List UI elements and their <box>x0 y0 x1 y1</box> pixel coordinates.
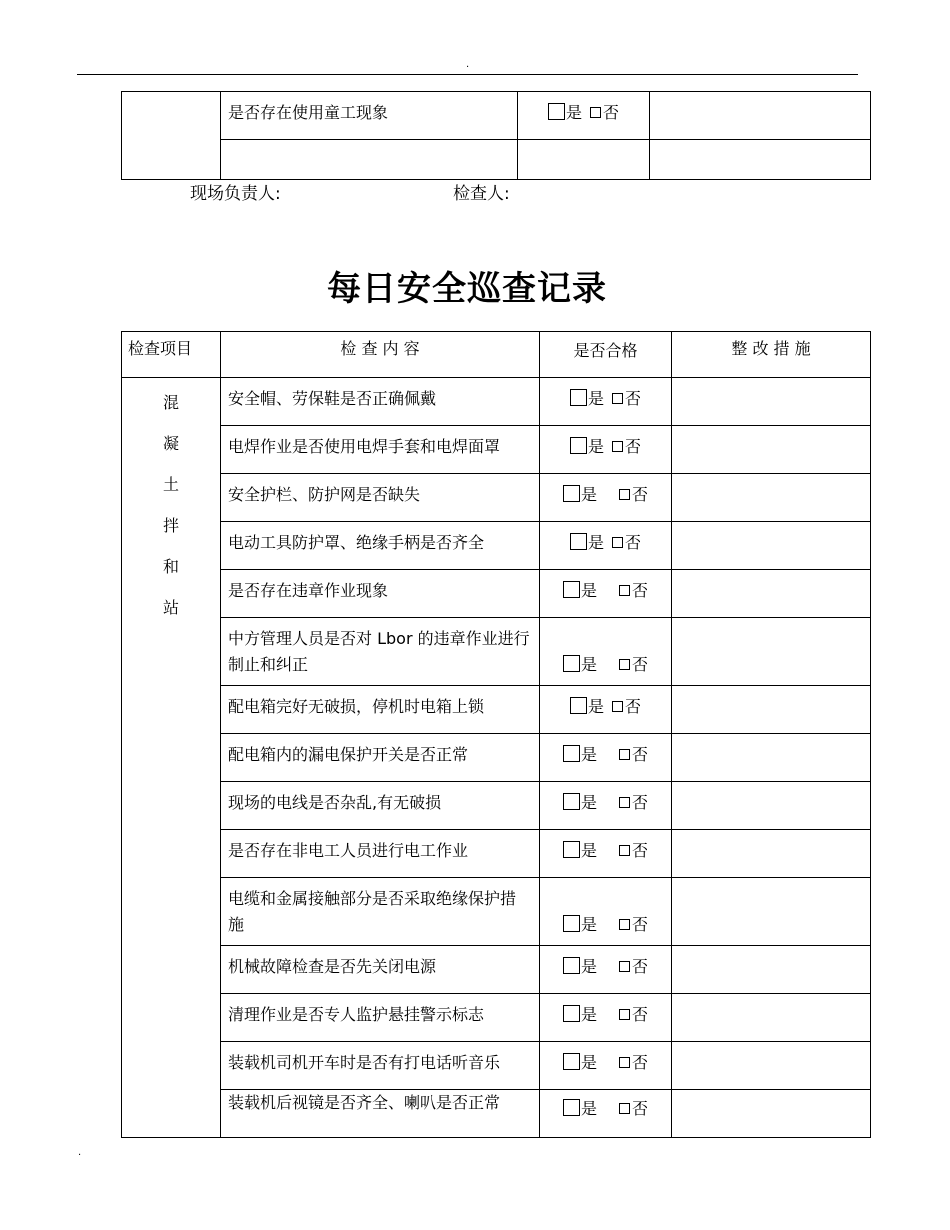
check-content: 电焊作业是否使用电焊手套和电焊面罩 <box>221 426 540 474</box>
no-checkbox[interactable] <box>612 393 623 404</box>
yes-no-choice <box>540 946 672 994</box>
yes-checkbox[interactable] <box>563 793 580 810</box>
no-checkbox[interactable] <box>612 537 623 548</box>
no-label: 否 <box>632 1099 649 1118</box>
no-checkbox[interactable] <box>619 1057 630 1068</box>
yes-label: 是 <box>587 533 604 552</box>
no-label: 否 <box>625 533 642 552</box>
yes-checkbox[interactable] <box>563 957 580 974</box>
yes-no-choice <box>540 734 672 782</box>
check-content: 电缆和金属接触部分是否采取绝缘保护措施 <box>221 878 540 946</box>
header-content: 检 查 内 容 <box>221 332 540 378</box>
table-row <box>122 994 871 1042</box>
yes-label: 是 <box>580 957 597 976</box>
table-row <box>122 618 871 686</box>
yes-checkbox[interactable] <box>563 841 580 858</box>
no-checkbox[interactable] <box>590 107 601 118</box>
yes-label: 是 <box>587 389 604 408</box>
yes-label: 是 <box>580 1005 597 1024</box>
yes-no-choice <box>540 618 672 686</box>
inspector-label: 检查人: <box>453 184 510 204</box>
check-content: 装载机司机开车时是否有打电话听音乐 <box>221 1042 540 1090</box>
no-label: 否 <box>632 841 649 860</box>
header-rectify: 整 改 措 施 <box>672 332 871 378</box>
yes-no-choice <box>540 522 672 570</box>
no-checkbox[interactable] <box>619 749 630 760</box>
yes-label: 是 <box>580 915 597 934</box>
no-label: 否 <box>625 697 642 716</box>
yes-no-choice <box>540 426 672 474</box>
no-label: 否 <box>632 655 649 674</box>
table-row <box>122 686 871 734</box>
table-row <box>122 474 871 522</box>
no-label: 否 <box>632 793 649 812</box>
yes-no-choice <box>540 686 672 734</box>
table-row <box>122 1042 871 1090</box>
inspection-table <box>121 331 871 1138</box>
table-row <box>122 734 871 782</box>
rectify-cell[interactable] <box>672 782 871 830</box>
no-checkbox[interactable] <box>619 1009 630 1020</box>
yes-checkbox[interactable] <box>570 697 587 714</box>
yes-checkbox[interactable] <box>563 745 580 762</box>
rectify-cell[interactable] <box>672 618 871 686</box>
check-content: 是否存在非电工人员进行电工作业 <box>221 830 540 878</box>
yes-checkbox[interactable] <box>563 655 580 672</box>
no-label: 否 <box>632 957 649 976</box>
header-qualified: 是否合格 <box>540 332 672 378</box>
check-content: 电动工具防护罩、绝缘手柄是否齐全 <box>221 522 540 570</box>
yes-label: 是 <box>587 437 604 456</box>
check-content: 中方管理人员是否对 Lbor 的违章作业进行制止和纠正 <box>221 618 540 686</box>
check-content: 安全帽、劳保鞋是否正确佩戴 <box>221 378 540 426</box>
yes-label: 是 <box>580 841 597 860</box>
no-checkbox[interactable] <box>619 1103 630 1114</box>
category-char: 拌 <box>162 516 179 535</box>
no-checkbox[interactable] <box>619 919 630 930</box>
no-label: 否 <box>632 745 649 764</box>
yes-checkbox[interactable] <box>548 103 565 120</box>
no-checkbox[interactable] <box>619 961 630 972</box>
category-char: 站 <box>162 598 179 617</box>
yes-no-choice <box>540 994 672 1042</box>
no-label: 否 <box>625 389 642 408</box>
no-label: 否 <box>603 103 620 122</box>
table-row <box>122 522 871 570</box>
rectify-cell[interactable] <box>650 92 871 140</box>
yes-no-choice <box>540 830 672 878</box>
yes-label: 是 <box>587 697 604 716</box>
no-checkbox[interactable] <box>612 441 623 452</box>
check-content: 配电箱内的漏电保护开关是否正常 <box>221 734 540 782</box>
no-checkbox[interactable] <box>612 701 623 712</box>
table-row <box>122 426 871 474</box>
yes-label: 是 <box>580 745 597 764</box>
table-row <box>122 570 871 618</box>
rectify-cell[interactable] <box>672 946 871 994</box>
no-checkbox[interactable] <box>619 659 630 670</box>
header-rule <box>77 74 858 75</box>
yes-no-choice <box>540 474 672 522</box>
yes-no-choice <box>540 782 672 830</box>
table-row <box>122 378 871 426</box>
category-cell <box>122 92 221 180</box>
page-title: 每日安全巡查记录 <box>327 269 607 309</box>
yes-label: 是 <box>580 1053 597 1072</box>
check-content: 装载机后视镜是否齐全、喇叭是否正常 <box>221 1090 540 1138</box>
rectify-cell[interactable] <box>672 474 871 522</box>
check-content: 是否存在使用童工现象 <box>221 92 518 140</box>
no-checkbox[interactable] <box>619 585 630 596</box>
top-table <box>121 91 871 180</box>
footer-mark: . <box>78 1147 82 1158</box>
yes-label: 是 <box>580 581 597 600</box>
yes-label: 是 <box>565 103 582 122</box>
yes-label: 是 <box>580 485 597 504</box>
header-item: 检查项目 <box>122 332 221 378</box>
yes-no-choice <box>540 378 672 426</box>
yes-checkbox[interactable] <box>563 915 580 932</box>
rectify-cell[interactable] <box>672 522 871 570</box>
yes-no-choice <box>540 1090 672 1138</box>
no-label: 否 <box>632 1053 649 1072</box>
yes-no-choice <box>518 92 650 140</box>
rectify-cell[interactable] <box>672 830 871 878</box>
yes-no-choice <box>540 570 672 618</box>
rectify-cell[interactable] <box>672 878 871 946</box>
check-content: 安全护栏、防护网是否缺失 <box>221 474 540 522</box>
yes-checkbox[interactable] <box>563 1099 580 1116</box>
yes-checkbox[interactable] <box>570 533 587 550</box>
yes-label: 是 <box>580 655 597 674</box>
check-content: 是否存在违章作业现象 <box>221 570 540 618</box>
header-mark: . <box>466 59 470 70</box>
yes-checkbox[interactable] <box>563 581 580 598</box>
yes-checkbox[interactable] <box>570 389 587 406</box>
table-row <box>122 946 871 994</box>
category-label <box>122 378 221 1138</box>
no-label: 否 <box>625 437 642 456</box>
rectify-cell[interactable] <box>672 1090 871 1138</box>
yes-checkbox[interactable] <box>563 1005 580 1022</box>
category-char: 和 <box>162 557 179 576</box>
yes-label: 是 <box>580 1099 597 1118</box>
no-label: 否 <box>632 581 649 600</box>
rectify-cell[interactable] <box>672 1042 871 1090</box>
site-manager-label: 现场负责人: <box>190 184 281 204</box>
check-content: 配电箱完好无破损，停机时电箱上锁 <box>221 686 540 734</box>
no-checkbox[interactable] <box>619 489 630 500</box>
no-checkbox[interactable] <box>619 845 630 856</box>
category-char: 混 <box>162 393 179 412</box>
rectify-cell[interactable] <box>672 686 871 734</box>
check-content <box>221 140 518 180</box>
rectify-cell[interactable] <box>672 994 871 1042</box>
no-label: 否 <box>632 1005 649 1024</box>
rectify-cell[interactable] <box>672 570 871 618</box>
table-row <box>122 830 871 878</box>
table-row <box>122 782 871 830</box>
rectify-cell[interactable] <box>672 426 871 474</box>
yes-no-choice <box>518 140 650 180</box>
check-content: 机械故障检查是否先关闭电源 <box>221 946 540 994</box>
category-char: 土 <box>162 475 179 494</box>
yes-no-choice <box>540 878 672 946</box>
rectify-cell[interactable] <box>672 734 871 782</box>
yes-checkbox[interactable] <box>563 1053 580 1070</box>
table-header-row <box>122 332 871 378</box>
table-row <box>122 878 871 946</box>
no-label: 否 <box>632 485 649 504</box>
check-content: 清理作业是否专人监护悬挂警示标志 <box>221 994 540 1042</box>
no-label: 否 <box>632 915 649 934</box>
yes-label: 是 <box>580 793 597 812</box>
rectify-cell[interactable] <box>650 140 871 180</box>
category-char: 凝 <box>162 434 179 453</box>
rectify-cell[interactable] <box>672 378 871 426</box>
yes-checkbox[interactable] <box>570 437 587 454</box>
table-row <box>122 1090 871 1138</box>
no-checkbox[interactable] <box>619 797 630 808</box>
yes-no-choice <box>540 1042 672 1090</box>
yes-checkbox[interactable] <box>563 485 580 502</box>
check-content: 现场的电线是否杂乱,有无破损 <box>221 782 540 830</box>
